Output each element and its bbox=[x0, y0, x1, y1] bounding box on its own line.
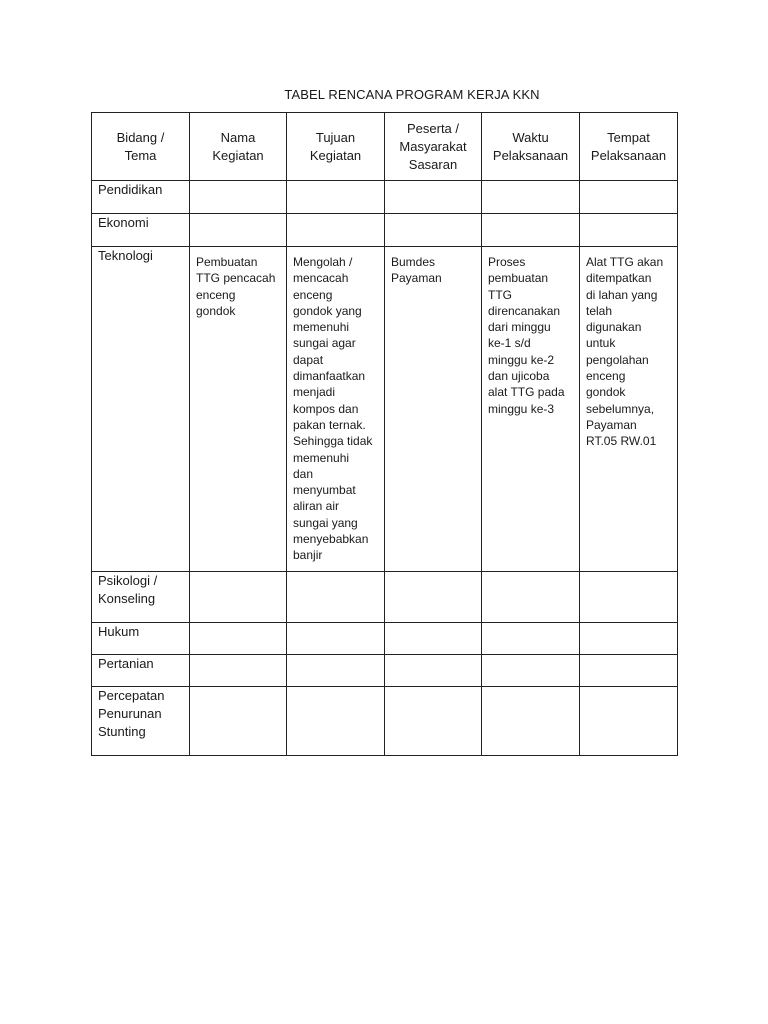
teknologi-tempat-pelaksanaan: Alat TTG akan ditempatkan di lahan yang telah digunakan untuk pengolahan enceng gondok sebelumnya, Payaman RT.05 RW.01 bbox=[586, 255, 664, 449]
cell-peserta bbox=[385, 623, 482, 655]
cell-waktu bbox=[482, 214, 580, 247]
cell-nama bbox=[190, 687, 287, 756]
cell-tujuan bbox=[287, 572, 385, 623]
cell-tempat bbox=[580, 623, 678, 655]
cell-waktu bbox=[482, 247, 580, 572]
cell-waktu bbox=[482, 687, 580, 756]
cell-peserta bbox=[385, 214, 482, 247]
cell-nama bbox=[190, 655, 287, 687]
cell-waktu bbox=[482, 181, 580, 214]
cell-peserta bbox=[385, 247, 482, 572]
header-tempat-pelaksanaan: Tempat Pelaksanaan bbox=[580, 113, 678, 181]
table-header-row bbox=[92, 113, 678, 181]
cell-nama bbox=[190, 181, 287, 214]
cell-bidang bbox=[92, 214, 190, 247]
cell-waktu bbox=[482, 655, 580, 687]
cell-nama bbox=[190, 247, 287, 572]
table-row-teknologi bbox=[92, 247, 678, 572]
table-row-psikologi bbox=[92, 572, 678, 623]
row-label-teknologi: Teknologi bbox=[98, 248, 153, 263]
header-peserta-sasaran: Peserta / Masyarakat Sasaran bbox=[385, 113, 482, 181]
teknologi-tujuan-kegiatan: Mengolah / mencacah enceng gondok yang memenuhi sungai agar dapat dimanfaatkan menjadi kompos dan pakan ternak. Sehingga tidak memenuhi dan menyumbat aliran air sungai yang menyebabkan banjir bbox=[293, 255, 373, 563]
teknologi-peserta-sasaran: Bumdes Payaman bbox=[391, 255, 442, 286]
row-label-pertanian: Pertanian bbox=[98, 656, 154, 671]
row-label-stunting: Percepatan Penurunan Stunting bbox=[98, 688, 165, 739]
cell-tujuan bbox=[287, 687, 385, 756]
cell-peserta bbox=[385, 572, 482, 623]
cell-tempat bbox=[580, 572, 678, 623]
cell-nama bbox=[190, 214, 287, 247]
cell-tujuan bbox=[287, 181, 385, 214]
document-title: TABEL RENCANA PROGRAM KERJA KKN bbox=[284, 87, 540, 102]
row-label-psikologi: Psikologi / Konseling bbox=[98, 573, 158, 606]
teknologi-nama-kegiatan: Pembuatan TTG pencacah enceng gondok bbox=[196, 255, 276, 318]
cell-tempat bbox=[580, 181, 678, 214]
row-label-pendidikan: Pendidikan bbox=[98, 182, 163, 197]
cell-bidang bbox=[92, 655, 190, 687]
cell-peserta bbox=[385, 655, 482, 687]
cell-bidang bbox=[92, 181, 190, 214]
cell-bidang bbox=[92, 572, 190, 623]
cell-bidang bbox=[92, 687, 190, 756]
cell-peserta bbox=[385, 181, 482, 214]
cell-tempat bbox=[580, 687, 678, 756]
table-row-pertanian bbox=[92, 655, 678, 687]
cell-bidang bbox=[92, 247, 190, 572]
header-tujuan-kegiatan: Tujuan Kegiatan bbox=[287, 113, 385, 181]
cell-waktu bbox=[482, 572, 580, 623]
cell-nama bbox=[190, 623, 287, 655]
cell-tempat bbox=[580, 247, 678, 572]
cell-bidang bbox=[92, 623, 190, 655]
row-label-ekonomi: Ekonomi bbox=[98, 215, 149, 230]
cell-waktu bbox=[482, 623, 580, 655]
cell-tujuan bbox=[287, 655, 385, 687]
table-row-stunting bbox=[92, 687, 678, 756]
teknologi-waktu-pelaksanaan: Proses pembuatan TTG direncanakan dari minggu ke-1 s/d minggu ke-2 dan ujicoba alat TTG pada minggu ke-3 bbox=[488, 255, 565, 416]
row-label-hukum: Hukum bbox=[98, 624, 140, 639]
table-row-ekonomi bbox=[92, 214, 678, 247]
cell-tujuan bbox=[287, 214, 385, 247]
table-row-hukum bbox=[92, 623, 678, 655]
cell-tujuan bbox=[287, 247, 385, 572]
table-row-pendidikan bbox=[92, 181, 678, 214]
header-nama-kegiatan: Nama Kegiatan bbox=[190, 113, 287, 181]
cell-nama bbox=[190, 572, 287, 623]
cell-tempat bbox=[580, 655, 678, 687]
header-waktu-pelaksanaan: Waktu Pelaksanaan bbox=[482, 113, 580, 181]
cell-tempat bbox=[580, 214, 678, 247]
program-plan-table bbox=[91, 112, 678, 756]
cell-peserta bbox=[385, 687, 482, 756]
header-bidang-tema: Bidang / Tema bbox=[92, 113, 190, 181]
cell-tujuan bbox=[287, 623, 385, 655]
